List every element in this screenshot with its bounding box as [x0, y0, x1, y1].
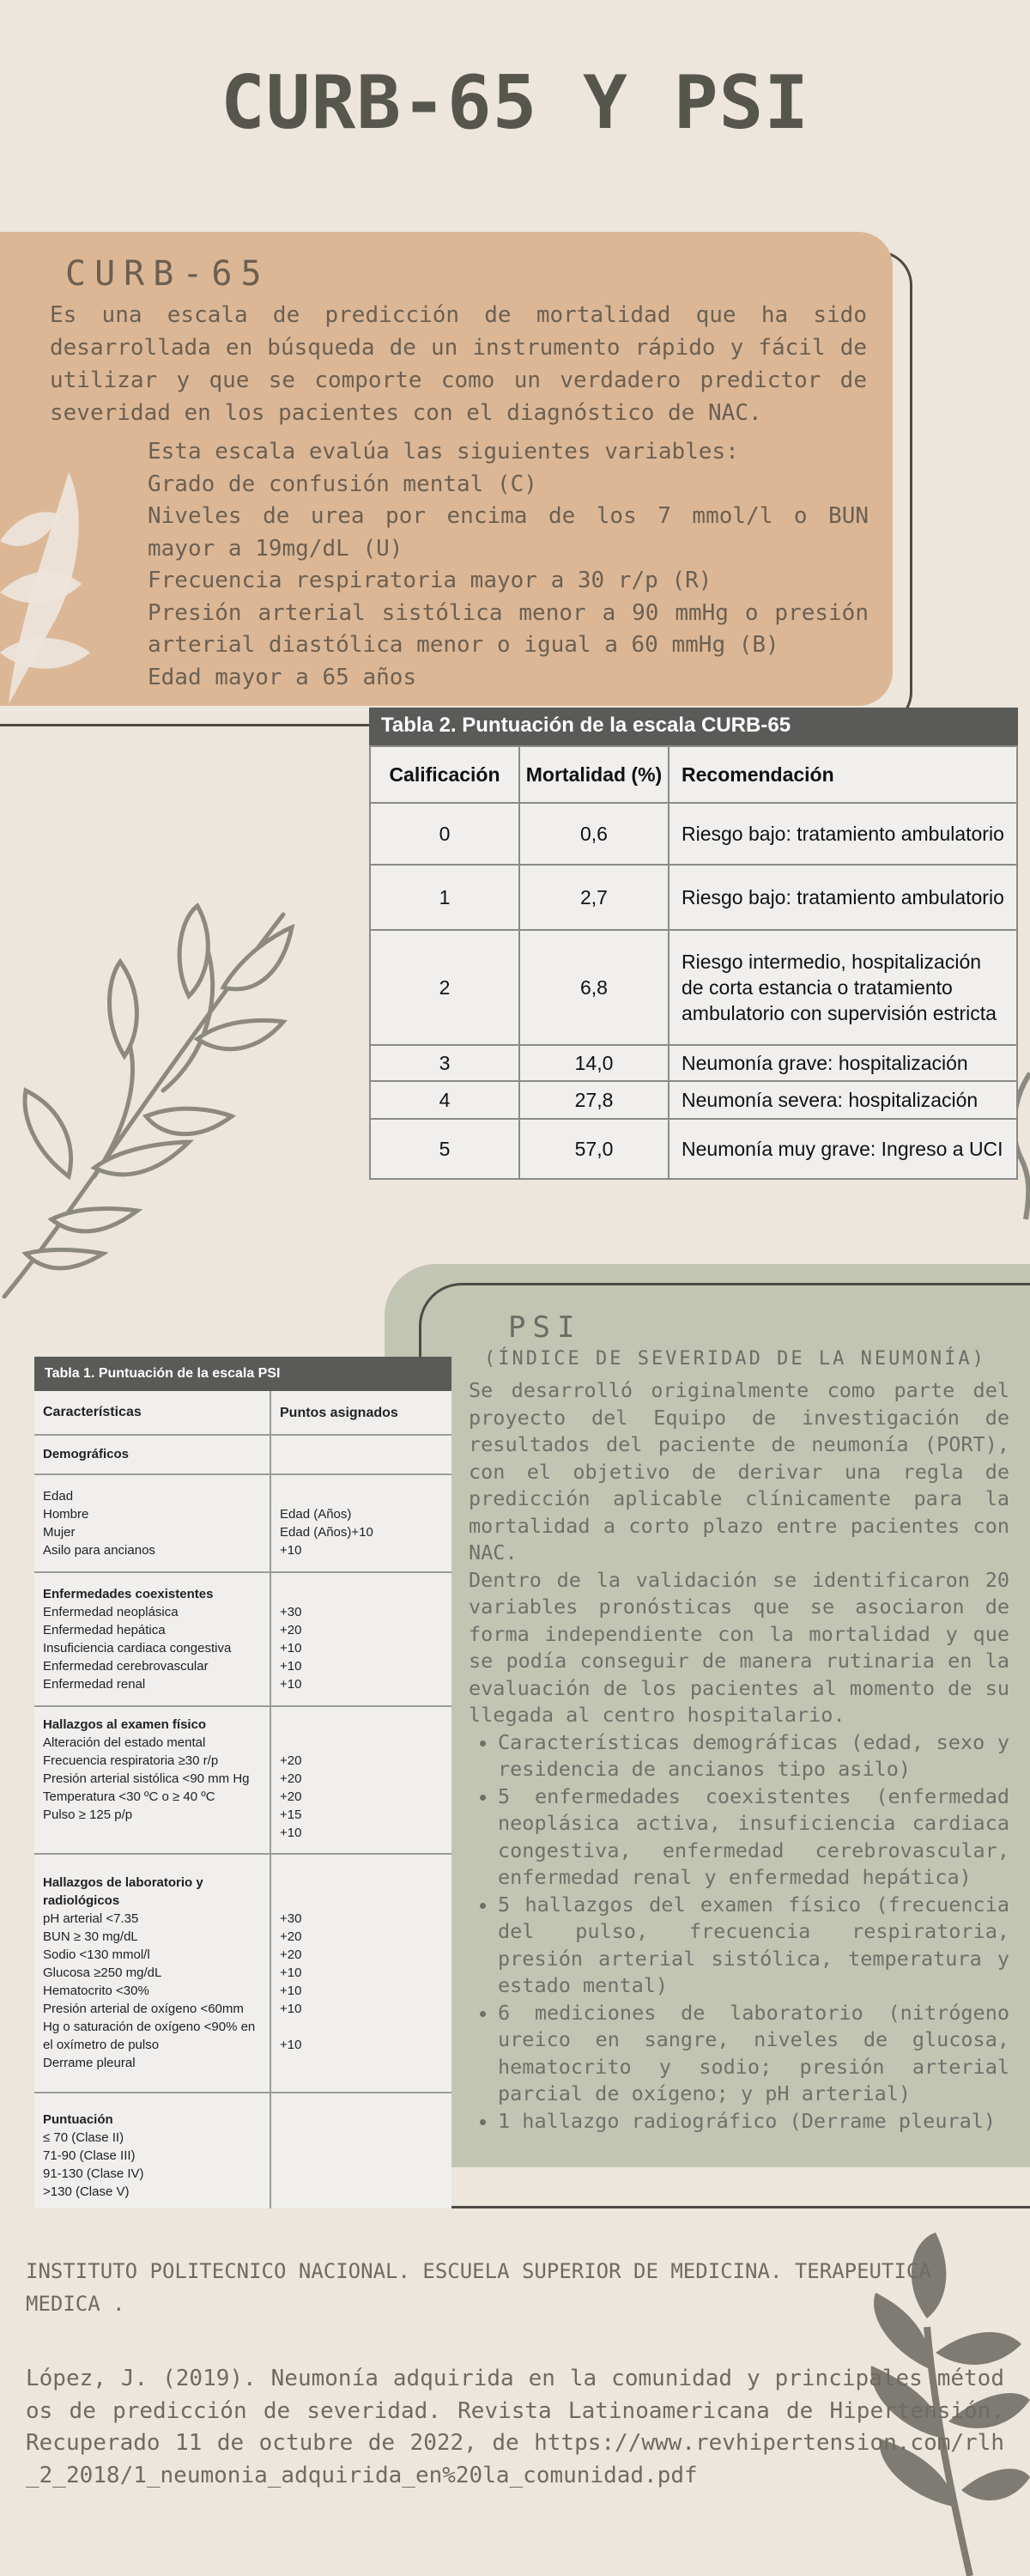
table-cell: 5 — [370, 1119, 519, 1179]
list-item: • 1 hallazgo radiográfico (Derrame pleural) — [498, 2108, 1009, 2136]
column-header: Calificación — [370, 746, 519, 803]
table-cell — [34, 1475, 271, 1571]
psi-heading: PSI — [508, 1310, 582, 1345]
table-row — [370, 930, 1017, 1045]
table-cell: 2 — [370, 930, 519, 1045]
list-item: 71-90 (Clase III) — [43, 2148, 136, 2163]
points-value: +10 — [280, 1543, 302, 1558]
curb-variables — [148, 436, 869, 694]
points-value: +10 — [280, 2038, 302, 2052]
table-row — [34, 1707, 451, 1855]
section-title: Hallazgos al examen físico — [43, 1717, 207, 1732]
list-item: ≤ 70 (Clase II) — [43, 2130, 124, 2145]
points-value: +10 — [280, 2002, 302, 2016]
curb-variable-item: Grado de confusión mental (C) — [148, 471, 537, 497]
points-value: +20 — [280, 1929, 302, 1944]
list-item: Temperatura <30 ºC o ≥ 40 ºC — [43, 1789, 215, 1804]
table-cell: Neumonía grave: hospitalización — [669, 1045, 1017, 1081]
table-caption: Tabla 1. Puntuación de la escala PSI — [34, 1357, 451, 1391]
table-row — [34, 1855, 451, 2093]
table-cell — [271, 1436, 451, 1473]
section-title: Hallazgos de laboratorio y radiológicos — [43, 1875, 203, 1908]
points-value: +20 — [280, 1947, 302, 1962]
list-item: • 6 mediciones de laboratorio (nitrógeno ureico en sangre, niveles de glucosa, hematocrito y sodio; presión arterial parcial de oxígeno; y pH arterial) — [498, 2000, 1009, 2108]
table-cell: 14,0 — [519, 1045, 669, 1081]
curb-variable-item: Edad mayor a 65 años — [148, 664, 417, 690]
table-cell: Riesgo bajo: tratamiento ambulatorio — [669, 803, 1017, 865]
table-cell: 27,8 — [519, 1081, 669, 1119]
list-item: BUN ≥ 30 mg/dL — [43, 1929, 138, 1944]
points-value: +20 — [280, 1789, 302, 1804]
institution-credit: INSTITUTO POLITECNICO NACIONAL. ESCUELA SUPERIOR DE MEDICINA. TERAPEUTICA MEDICA . — [26, 2259, 931, 2316]
list-item: Asilo para ancianos — [43, 1543, 155, 1558]
section-title: Demográficos — [34, 1436, 271, 1473]
table-cell: 0,6 — [519, 803, 669, 865]
table-row — [370, 865, 1017, 930]
points-value: Edad (Años) — [280, 1507, 352, 1522]
list-item: Presión arterial de oxígeno <60mm Hg o saturación de oxígeno <90% en el oxímetro de pulso — [43, 2002, 256, 2052]
list-item: Glucosa ≥250 mg/dL — [43, 1965, 162, 1980]
table-row — [34, 2093, 451, 2208]
leaf-branch-card-icon — [0, 455, 94, 704]
points-value: +15 — [280, 1807, 302, 1822]
points-value: +10 — [280, 1965, 302, 1980]
section-title: Puntuación — [43, 2112, 113, 2127]
psi-bullet-list — [469, 1729, 1009, 2136]
table-cell: Riesgo intermedio, hospitalización de corta estancia o tratamiento ambulatorio con supervisión estricta — [669, 930, 1017, 1045]
points-value: +30 — [280, 1605, 302, 1619]
curb-variable-item: Presión arterial sistólica menor a 90 mmHg o presión arterial diastólica menor o igual a 60 mmHg (B) — [148, 599, 869, 658]
table-header-row — [34, 1391, 451, 1436]
table-cell: 0 — [370, 803, 519, 865]
table-cell: 6,8 — [519, 930, 669, 1045]
table-cell: 2,7 — [519, 865, 669, 930]
table-cell — [34, 1707, 271, 1853]
column-header: Puntos asignados — [280, 1405, 398, 1420]
table-cell — [271, 1573, 451, 1705]
table-cell: 1 — [370, 865, 519, 930]
curb-variable-item: Frecuencia respiratoria mayor a 30 r/p (R) — [148, 568, 712, 593]
list-item: pH arterial <7.35 — [43, 1911, 139, 1926]
table-row — [370, 1119, 1017, 1179]
table-caption: Tabla 2. Puntuación de la escala CURB-65 — [369, 708, 1018, 745]
list-item: >130 (Clase V) — [43, 2184, 130, 2199]
curb-variable-item: Niveles de urea por encima de los 7 mmol/l o BUN mayor a 19mg/dL (U) — [148, 503, 869, 562]
table-row — [370, 803, 1017, 865]
table-cell — [34, 1573, 271, 1705]
curb-variable-intro: Esta escala evalúa las siguientes variables: — [148, 439, 739, 465]
column-header: Recomendación — [669, 746, 1017, 803]
list-item: Pulso ≥ 125 p/p — [43, 1807, 133, 1822]
curb-intro: Es una escala de predicción de mortalidad que ha sido desarrollada en búsqueda de un instrumento rápido y fácil de utilizar y que se comporte como un verdadero predictor de severidad en los pacientes con el diagnóstico de NAC. — [50, 302, 867, 426]
list-item: • 5 hallazgos del examen físico (frecuencia del pulso, frecuencia respiratoria, presión arterial sistólica, temperatura y estado mental) — [498, 1892, 1009, 2000]
points-value: +10 — [280, 1659, 302, 1674]
points-value: +20 — [280, 1771, 302, 1786]
table-cell: 4 — [370, 1081, 519, 1119]
table-cell — [271, 1707, 451, 1853]
psi-subheading: (ÍNDICE DE SEVERIDAD DE LA NEUMONÍA) — [484, 1348, 986, 1370]
points-value: +20 — [280, 1753, 302, 1768]
table-cell: 57,0 — [519, 1119, 669, 1179]
points-value: +10 — [280, 1984, 302, 1998]
table-row — [34, 1475, 451, 1573]
table-cell — [271, 1475, 451, 1571]
table-cell — [34, 1855, 271, 2092]
list-item: Sodio <130 mmol/l — [43, 1947, 150, 1962]
table-cell: Riesgo bajo: tratamiento ambulatorio — [669, 865, 1017, 930]
table-cell: 3 — [370, 1045, 519, 1081]
list-item: Edad — [43, 1489, 74, 1504]
list-item: Insuficiencia cardiaca congestiva — [43, 1641, 232, 1656]
list-item: Mujer — [43, 1525, 76, 1540]
points-value: +20 — [280, 1623, 302, 1637]
points-value: +30 — [280, 1911, 302, 1926]
list-item: Enfermedad neoplásica — [43, 1605, 179, 1619]
psi-paragraph: Se desarrolló originalmente como parte del proyecto del Equipo de investigación de resultados del paciente de neumonía (PORT), con el objetivo de derivar una regla de predicción aplicable clínicamente para la mortalidad a corto plazo entre pacientes con NAC. — [469, 1378, 1009, 1564]
list-item: Presión arterial sistólica <90 mm Hg — [43, 1771, 250, 1786]
points-value: +10 — [280, 1641, 302, 1656]
table-row — [370, 1081, 1017, 1119]
points-value: +10 — [280, 1826, 302, 1840]
reference-citation: López, J. (2019). Neumonía adquirida en la comunidad y principales métodos de predicción de severidad. Revista Latinoamericana de Hipertensión. Recuperado 11 de octubre de 2022, de https://www.revhipertension.com/rlh_2_2018/1_neumonia_adquirida_en%20la_comunidad.pdf — [26, 2366, 1004, 2488]
page-title: CURB-65 Y PSI — [220, 60, 810, 146]
table-cell — [34, 2093, 271, 2208]
table-cell: Neumonía muy grave: Ingreso a UCI — [669, 1119, 1017, 1179]
list-item: • 5 enfermedades coexistentes (enfermedad neoplásica activa, insuficiencia cardiaca congestiva, enfermedad cerebrovascular, enfermedad renal y enfermedad hepática) — [498, 1783, 1009, 1892]
list-item: Derrame pleural — [43, 2056, 136, 2070]
table-row — [370, 1045, 1017, 1081]
leaf-branch-bottom-left-icon — [0, 893, 309, 1305]
column-header: Características — [34, 1391, 271, 1434]
list-item: Hematocrito <30% — [43, 1984, 149, 1998]
psi-score-table — [34, 1357, 451, 2208]
list-item: • Características demográficas (edad, sexo y residencia de ancianos tipo asilo) — [498, 1729, 1009, 1783]
table-cell — [271, 1855, 451, 2092]
table-row — [34, 1436, 451, 1475]
list-item: Enfermedad renal — [43, 1677, 146, 1692]
list-item: Alteración del estado mental — [43, 1735, 206, 1750]
table-row — [34, 1573, 451, 1707]
table-cell — [271, 2093, 451, 2208]
psi-paragraph: Dentro de la validación se identificaron 20 variables pronósticas que se asociaron de forma independiente con la mortalidad y que se podía conseguir de manera rutinaria en la evaluación de los pacientes al momento de su llegada al centro hospitalario. — [469, 1567, 1009, 1727]
list-item: Enfermedad cerebrovascular — [43, 1659, 209, 1674]
points-value: Edad (Años)+10 — [280, 1525, 373, 1540]
list-item: 91-130 (Clase IV) — [43, 2166, 144, 2181]
list-item: Enfermedad hepática — [43, 1623, 166, 1637]
curb-score-table — [369, 708, 1018, 1180]
psi-body — [469, 1377, 1009, 2135]
table-header-row — [370, 746, 1017, 803]
table-cell: Neumonía severa: hospitalización — [669, 1081, 1017, 1119]
list-item: Frecuencia respiratoria ≥30 r/p — [43, 1753, 219, 1768]
column-header: Mortalidad (%) — [519, 746, 669, 803]
list-item: Hombre — [43, 1507, 89, 1522]
curb-heading: CURB-65 — [65, 254, 270, 294]
points-value: +10 — [280, 1677, 302, 1692]
section-title: Enfermedades coexistentes — [43, 1587, 214, 1601]
